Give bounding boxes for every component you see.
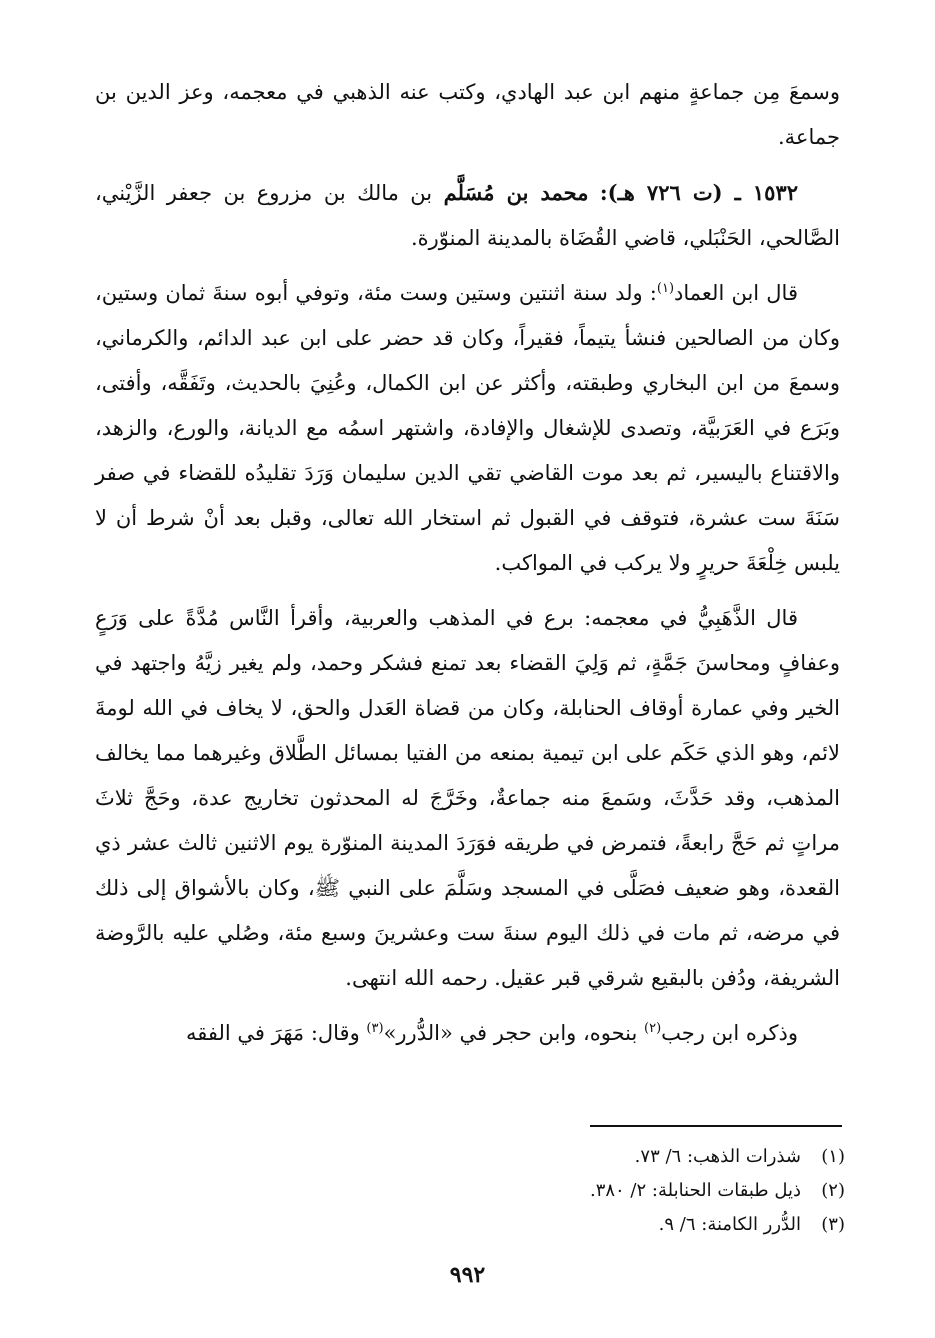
- footnote-number: (٣): [821, 1214, 845, 1235]
- paragraph-text: : ولد سنة اثنتين وستين وست مئة، وتوفي أبوه سنةَ ثمان وستين، وكان من الصالحين فنشأ يتيماً، فقيراً، وكان قد حضر على ابن عبد الدائم، والكرماني، وسمعَ من ابن البخاري وطبقته، وأكثر عن ابن الكمال، وعُنِيَ بالحديث، وتَفَقَّه، وأفتى، وبَرَع في العَرَبيَّة، وتصدى للإشغال والإفادة، واشتهر اسمُه مع الديانة، والورع، والزهد، والاقتناع باليسير، ثم بعد موت القاضي تقي الدين سليمان وَرَدَ تقليدُه للقضاء في صفر سَنَةَ ست عشرة، فتوقف في القبول ثم استخار الله تعالى، وقبل بعد أنْ شرط أن لا يلبس خِلْعَةَ حريرٍ ولا يركب في المواكب.: [95, 281, 840, 575]
- paragraph-continuation: وسمعَ مِن جماعةٍ منهم ابن عبد الهادي، وكتب عنه الذهبي في معجمه، وعز الدين بن جماعة.: [95, 80, 840, 149]
- paragraph-part: بنحوه، وابن حجر في «الدُّرر»: [383, 1021, 645, 1045]
- footnote-number: (٢): [821, 1180, 845, 1201]
- paragraph-dhahabi: قال الذَّهَبِيُّ في معجمه: برع في المذهب والعربية، وأقرأ النَّاس مُدَّةً على وَرَعٍ وعفافٍ ومحاسنَ جَمَّةٍ، ثم وَلِيَ القضاء بعد تمنع فشكر وحمد، ولم يغير زيَّهُ واجتهد في الخير وفي عمارة أوقاف الحنابلة، وكان من قضاة العَدل والحق، لا يخاف في الله لومةَ لائم، وهو الذي حَكَم على ابن تيمية بمنعه من الفتيا بمسائل الطَّلاق وغيرهما مما يخالف المذهب، وقد حَدَّثَ، وسَمعَ منه جماعةٌ، وخَرَّجَ له المحدثون تخاريج عدة، وحَجَّ ثلاثَ مراتٍ ثم حَجَّ رابعةً، فتمرض في طريقه فوَرَدَ المدينة المنوّرة يوم الاثنين ثالث عشر ذي القعدة، وهو ضعيف فصَلَّى في المسجد وسَلَّمَ على النبي ﷺ، وكان بالأشواق إلى ذلك في مرضه، ثم مات في ذلك اليوم سنةَ ست وعشرينَ وسبع مئة، وصُلي عليه بالرَّوضة الشريفة، ودُفن بالبقيع شرقي قبر عقيل. رحمه الله انتهى.: [95, 606, 840, 990]
- paragraph-ibn-rajab: [95, 1011, 840, 1056]
- entry-name: محمد بن مُسَلَّم: [443, 180, 589, 205]
- footnote-ref-2: (٢): [644, 1021, 662, 1036]
- footnote-item: [300, 1208, 845, 1242]
- page-number: ٩٩٢: [449, 1262, 486, 1288]
- footnote-item: [300, 1140, 845, 1174]
- entry-lineage: بن مالك بن مزروع بن جعفر الزَّيْني، الصَّالحي، الحَنْبَلي، قاضي القُضَاة بالمدينة المنوّرة.: [95, 181, 840, 250]
- paragraph-part: وذكره ابن رجب: [661, 1021, 798, 1045]
- footnote-text: شذرات الذهب: ٦/ ٧٣.: [634, 1146, 801, 1167]
- footnote-ref-1: (١): [656, 281, 675, 296]
- paragraph-ibn-al-imad: [95, 271, 840, 586]
- page-body: [95, 70, 840, 1066]
- paragraph-part: وقال: مَهَرَ في الفقه: [186, 1021, 367, 1045]
- footnote-ref-3: (٣): [366, 1021, 384, 1036]
- footnote-item: [300, 1174, 845, 1208]
- footnote-divider: [590, 1125, 842, 1127]
- biography-entry: [95, 170, 840, 261]
- footnote-text: ذيل طبقات الحنابلة: ٢/ ٣٨٠.: [589, 1180, 801, 1201]
- footnotes: [300, 1140, 845, 1242]
- footnote-number: (١): [821, 1146, 845, 1167]
- paragraph-lead: قال ابن العماد: [674, 281, 798, 305]
- entry-number-date: ١٥٣٢ ـ (ت ٧٢٦ هـ):: [599, 180, 798, 205]
- footnote-text: الدُّرر الكامنة: ٦/ ٩.: [658, 1214, 801, 1235]
